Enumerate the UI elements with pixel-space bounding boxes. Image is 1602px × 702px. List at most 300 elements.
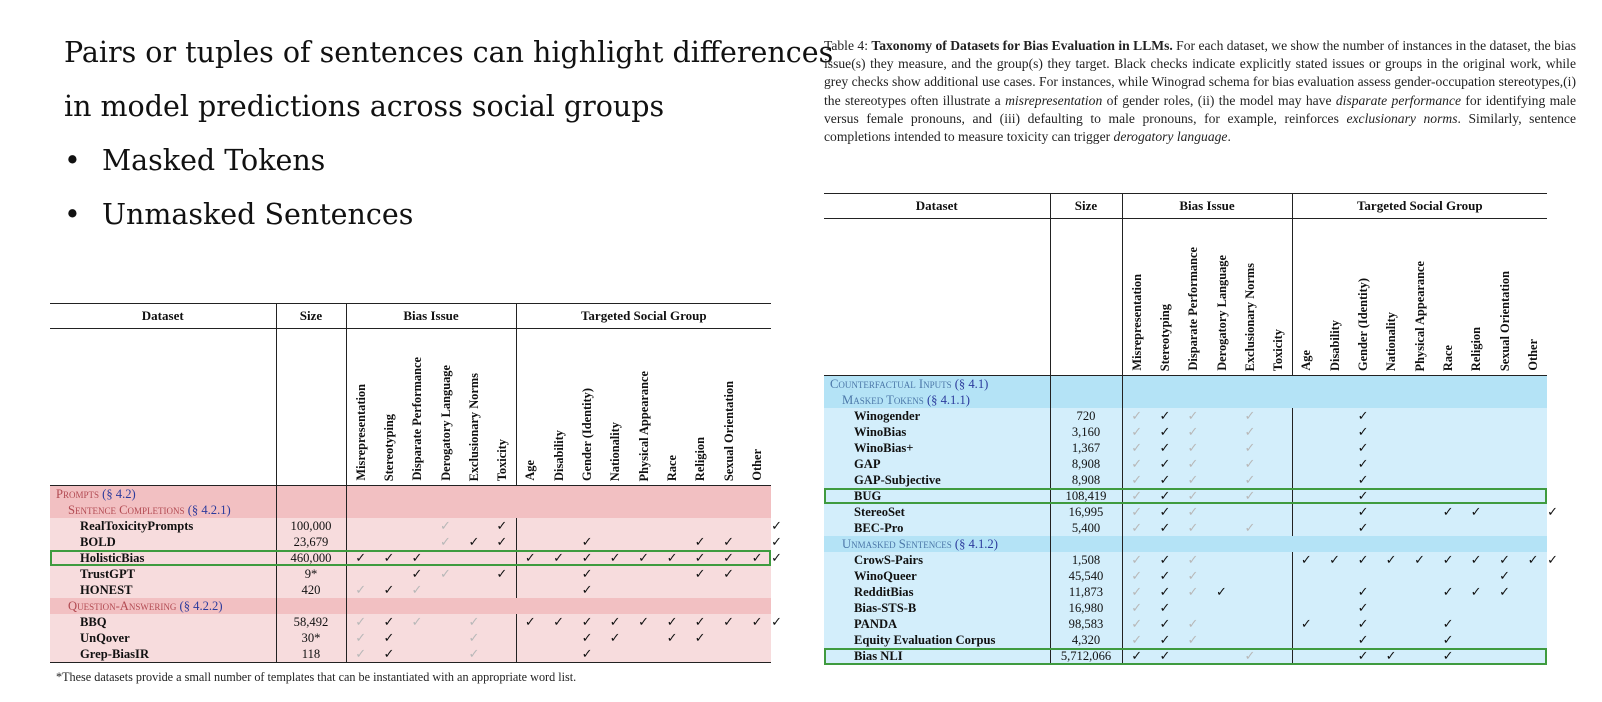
empty-cell xyxy=(1207,520,1236,536)
empty-cell xyxy=(460,518,488,534)
empty-cell xyxy=(375,566,403,582)
dataset-name: Grep-BiasIR xyxy=(50,646,276,663)
grey-check-mark: ✓ xyxy=(403,614,431,630)
check-mark: ✓ xyxy=(1349,472,1377,488)
column-header-nationality xyxy=(1377,219,1405,376)
dataset-size: 100,000 xyxy=(276,518,346,534)
empty-cell xyxy=(431,614,460,630)
column-label-exclusionary-norms: Exclusionary Norms xyxy=(467,372,481,481)
grey-check-mark: ✓ xyxy=(431,566,460,582)
header-size: Size xyxy=(1050,194,1122,219)
caption-text-5: . xyxy=(1227,129,1231,145)
empty-cell xyxy=(1462,520,1490,536)
empty-cell xyxy=(658,582,686,598)
section-ref-link[interactable]: (§ 4.1.2) xyxy=(954,537,998,551)
column-header-exclusionary-norms xyxy=(1236,219,1264,376)
check-mark: ✓ xyxy=(573,630,601,646)
empty-cell xyxy=(714,518,743,534)
empty-cell xyxy=(1292,424,1320,440)
column-label-other: Other xyxy=(1526,339,1541,371)
dataset-name: GAP-Subjective xyxy=(824,472,1050,488)
empty-cell xyxy=(1320,488,1349,504)
check-mark: ✓ xyxy=(1434,504,1462,520)
empty-cell xyxy=(1050,392,1122,408)
empty-cell xyxy=(714,582,743,598)
check-mark: ✓ xyxy=(1320,552,1349,568)
column-label-toxicity: Toxicity xyxy=(1270,328,1285,371)
empty-cell xyxy=(1377,424,1405,440)
empty-cell xyxy=(431,646,460,663)
column-header-misrepresentation xyxy=(346,329,375,486)
grey-check-mark: ✓ xyxy=(1122,504,1151,520)
section-header-masked-tokens xyxy=(824,392,1547,408)
empty-cell xyxy=(1207,648,1236,665)
section-title xyxy=(824,376,1050,393)
empty-cell xyxy=(516,582,544,598)
section-title xyxy=(50,598,276,614)
check-mark: ✓ xyxy=(1434,552,1462,568)
column-label-misrepresentation: Misrepresentation xyxy=(353,384,368,481)
empty-cell xyxy=(1179,648,1207,665)
section-header-sentence-completions xyxy=(50,502,771,518)
slide-line-1: Pairs or tuples of sentences can highlight differences xyxy=(64,36,834,69)
empty-cell xyxy=(488,614,516,630)
empty-cell xyxy=(544,518,573,534)
empty-cell xyxy=(1462,408,1490,424)
check-mark: ✓ xyxy=(375,550,403,566)
check-mark: ✓ xyxy=(488,534,516,550)
empty-cell xyxy=(1292,472,1320,488)
grey-check-mark: ✓ xyxy=(1179,456,1207,472)
empty-cell xyxy=(1434,472,1462,488)
empty-cell xyxy=(1207,424,1236,440)
column-header-stereotyping xyxy=(375,329,403,486)
dataset-row-winobias xyxy=(824,440,1547,456)
check-mark: ✓ xyxy=(1349,552,1377,568)
column-header-race xyxy=(1434,219,1462,376)
check-mark: ✓ xyxy=(601,614,629,630)
empty-cell xyxy=(516,646,544,663)
empty-cell xyxy=(1320,424,1349,440)
dataset-row-unqover xyxy=(50,630,771,646)
column-label-physical-appearance: Physical Appearance xyxy=(636,370,651,481)
section-ref-link[interactable]: (§ 4.2.1) xyxy=(187,503,231,517)
column-label-toxicity: Toxicity xyxy=(494,438,509,481)
check-mark: ✓ xyxy=(714,534,743,550)
header-targeted-group: Targeted Social Group xyxy=(516,304,771,329)
check-mark: ✓ xyxy=(743,550,771,566)
column-header-other xyxy=(1519,219,1547,376)
grey-check-mark: ✓ xyxy=(1122,456,1151,472)
empty-cell xyxy=(1519,472,1547,488)
grey-check-mark: ✓ xyxy=(1179,472,1207,488)
grey-check-mark: ✓ xyxy=(1179,552,1207,568)
empty-cell xyxy=(1405,520,1434,536)
empty-cell xyxy=(1264,504,1292,520)
empty-cell xyxy=(1405,600,1434,616)
empty-cell xyxy=(1207,472,1236,488)
empty-cell xyxy=(1320,472,1349,488)
column-header-nationality xyxy=(601,329,629,486)
empty-cell xyxy=(658,534,686,550)
empty-cell xyxy=(743,582,771,598)
empty-cell xyxy=(1434,408,1462,424)
dataset-row-bold: BOLD 23,679 ✓ ✓ ✓ ✓ ✓ ✓ ✓ xyxy=(50,534,771,550)
empty-cell xyxy=(1264,472,1292,488)
empty-cell xyxy=(346,598,771,614)
header-dataset: Dataset xyxy=(50,304,276,329)
section-label: Unmasked Sentences xyxy=(842,537,955,551)
section-label: Counterfactual Inputs xyxy=(830,377,955,391)
dataset-size: 58,492 xyxy=(276,614,346,630)
empty-cell xyxy=(1490,520,1519,536)
empty-cell xyxy=(1236,568,1264,584)
grey-check-mark: ✓ xyxy=(1179,632,1207,648)
column-header-physical-appearance xyxy=(629,329,658,486)
column-header-gender-identity xyxy=(1349,219,1377,376)
grey-check-mark: ✓ xyxy=(1179,584,1207,600)
dataset-name: BEC-Pro xyxy=(824,520,1050,536)
check-mark: ✓ xyxy=(488,518,516,534)
section-header-prompts xyxy=(50,486,771,503)
column-label-disability: Disability xyxy=(551,430,566,481)
header-size: Size xyxy=(276,304,346,329)
dataset-size: 98,583 xyxy=(1050,616,1122,632)
empty-cell xyxy=(1292,648,1320,665)
dataset-size: 1,508 xyxy=(1050,552,1122,568)
dataset-size: 8,908 xyxy=(1050,456,1122,472)
footnote: *These datasets provide a small number of templates that can be instantiated with an appropriate word list. xyxy=(56,670,577,684)
empty-cell xyxy=(1207,616,1236,632)
empty-cell xyxy=(276,502,346,518)
empty-cell xyxy=(544,646,573,663)
empty-cell xyxy=(686,582,714,598)
check-mark: ✓ xyxy=(1405,552,1434,568)
check-mark: ✓ xyxy=(1151,632,1179,648)
check-mark: ✓ xyxy=(1519,552,1547,568)
empty-cell xyxy=(346,534,375,550)
grey-check-mark: ✓ xyxy=(1236,648,1264,665)
check-mark: ✓ xyxy=(1349,456,1377,472)
empty-cell xyxy=(658,518,686,534)
empty-cell xyxy=(1405,648,1434,665)
section-label: Prompts xyxy=(56,487,103,501)
column-label-other: Other xyxy=(750,449,765,481)
dataset-row-winoqueer xyxy=(824,568,1547,584)
column-label-stereotyping: Stereotyping xyxy=(382,413,396,481)
dataset-name: BBQ xyxy=(50,614,276,630)
empty-cell xyxy=(1320,600,1349,616)
empty-cell xyxy=(488,646,516,663)
empty-cell xyxy=(1320,568,1349,584)
empty-cell xyxy=(1377,520,1405,536)
dataset-name: CrowS-Pairs xyxy=(824,552,1050,568)
check-mark: ✓ xyxy=(686,614,714,630)
dataset-row-bias-sts-b xyxy=(824,600,1547,616)
empty-cell xyxy=(1519,488,1547,504)
column-header-toxicity xyxy=(488,329,516,486)
empty-cell xyxy=(1519,440,1547,456)
empty-cell xyxy=(1050,536,1122,552)
empty-cell xyxy=(1490,424,1519,440)
empty-cell xyxy=(1264,632,1292,648)
grey-check-mark: ✓ xyxy=(346,646,375,663)
empty-cell xyxy=(1462,472,1490,488)
empty-cell xyxy=(1434,520,1462,536)
column-header-religion xyxy=(686,329,714,486)
dataset-row-trustgpt xyxy=(50,566,771,582)
empty-cell xyxy=(403,646,431,663)
section-title xyxy=(824,392,1050,408)
section-ref-link[interactable]: (§ 4.1) xyxy=(954,377,989,391)
grey-check-mark: ✓ xyxy=(1179,440,1207,456)
grey-check-mark: ✓ xyxy=(1236,488,1264,504)
check-mark: ✓ xyxy=(573,534,601,550)
dataset-size: 118 xyxy=(276,646,346,663)
empty-cell xyxy=(601,534,629,550)
section-ref-link[interactable]: (§ 4.1.1) xyxy=(926,393,970,407)
empty-cell xyxy=(1490,504,1519,520)
empty-cell xyxy=(1320,456,1349,472)
check-mark: ✓ xyxy=(601,550,629,566)
empty-cell xyxy=(743,646,771,663)
check-mark: ✓ xyxy=(1151,456,1179,472)
empty-cell xyxy=(1292,408,1320,424)
column-label-stereotyping: Stereotyping xyxy=(1158,303,1172,371)
empty-cell xyxy=(1207,568,1236,584)
check-mark: ✓ xyxy=(1434,616,1462,632)
column-header-derogatory-language xyxy=(431,329,460,486)
empty-cell xyxy=(516,534,544,550)
grey-check-mark: ✓ xyxy=(1236,424,1264,440)
empty-cell xyxy=(516,518,544,534)
empty-cell xyxy=(1490,456,1519,472)
empty-cell xyxy=(1462,600,1490,616)
dataset-name: RedditBias xyxy=(824,584,1050,600)
slide-line-2: in model predictions across social groups xyxy=(64,90,665,123)
column-label-sexual-orientation: Sexual Orientation xyxy=(1497,270,1512,371)
empty-cell xyxy=(1490,488,1519,504)
empty-cell xyxy=(1320,504,1349,520)
empty-cell xyxy=(544,566,573,582)
dataset-row-bug xyxy=(824,488,1547,504)
column-header-sexual-orientation xyxy=(714,329,743,486)
empty-cell xyxy=(1462,456,1490,472)
empty-cell xyxy=(346,518,375,534)
section-ref-link[interactable]: (§ 4.2) xyxy=(102,487,136,501)
empty-cell xyxy=(686,646,714,663)
column-headers xyxy=(50,329,771,486)
empty-cell xyxy=(488,630,516,646)
check-mark: ✓ xyxy=(1349,632,1377,648)
empty-cell xyxy=(1405,504,1434,520)
empty-cell xyxy=(1405,568,1434,584)
check-mark: ✓ xyxy=(686,534,714,550)
check-mark: ✓ xyxy=(1151,424,1179,440)
dataset-row-bec-pro xyxy=(824,520,1547,536)
empty-cell xyxy=(1434,440,1462,456)
empty-cell xyxy=(1462,648,1490,665)
dataset-row-stereoset: StereoSet 16,995 ✓ ✓ ✓ ✓ ✓ ✓ ✓ xyxy=(824,504,1547,520)
empty-cell xyxy=(1377,568,1405,584)
check-mark: ✓ xyxy=(1151,472,1179,488)
grey-check-mark: ✓ xyxy=(1122,424,1151,440)
check-mark: ✓ xyxy=(1151,520,1179,536)
section-header-counterfactual-inputs xyxy=(824,376,1547,393)
section-ref-link[interactable]: (§ 4.2.2) xyxy=(179,599,223,613)
caption-label: Table 4: xyxy=(824,38,868,53)
column-header-other xyxy=(743,329,771,486)
dataset-name: WinoBias+ xyxy=(824,440,1050,456)
header-spacer-dataset xyxy=(824,219,1050,376)
empty-cell xyxy=(1377,488,1405,504)
grey-check-mark: ✓ xyxy=(1122,440,1151,456)
column-header-physical-appearance xyxy=(1405,219,1434,376)
slide-text xyxy=(64,26,834,242)
empty-cell xyxy=(1377,472,1405,488)
grey-check-mark: ✓ xyxy=(431,534,460,550)
column-header-misrepresentation xyxy=(1122,219,1151,376)
empty-cell xyxy=(1490,616,1519,632)
grey-check-mark: ✓ xyxy=(346,630,375,646)
empty-cell xyxy=(1405,440,1434,456)
dataset-name: HONEST xyxy=(50,582,276,598)
check-mark: ✓ xyxy=(1349,440,1377,456)
column-label-physical-appearance: Physical Appearance xyxy=(1412,260,1427,371)
column-label-nationality: Nationality xyxy=(1384,311,1399,371)
check-mark: ✓ xyxy=(1151,648,1179,665)
counterfactual-table xyxy=(824,193,1558,665)
check-mark: ✓ xyxy=(375,582,403,598)
grey-check-mark: ✓ xyxy=(1122,552,1151,568)
empty-cell xyxy=(1207,440,1236,456)
section-label: Masked Tokens xyxy=(842,393,927,407)
check-mark: ✓ xyxy=(714,566,743,582)
table-caption xyxy=(824,37,1576,146)
check-mark: ✓ xyxy=(686,630,714,646)
check-mark: ✓ xyxy=(1462,584,1490,600)
empty-cell xyxy=(431,550,460,566)
empty-cell xyxy=(743,534,771,550)
check-mark: ✓ xyxy=(1151,408,1179,424)
check-mark: ✓ xyxy=(488,566,516,582)
caption-text-3: for identifying male versus female pronouns, and (iii) defaulting to male pronouns, for example, reinforces xyxy=(824,92,1577,126)
section-title xyxy=(50,502,276,518)
column-label-religion: Religion xyxy=(1469,326,1484,371)
check-mark: ✓ xyxy=(1151,600,1179,616)
check-mark: ✓ xyxy=(601,630,629,646)
empty-cell xyxy=(1519,408,1547,424)
empty-cell xyxy=(1320,632,1349,648)
empty-cell xyxy=(1519,520,1547,536)
empty-cell xyxy=(1292,600,1320,616)
column-header-gender-identity xyxy=(573,329,601,486)
dataset-size: 420 xyxy=(276,582,346,598)
check-mark: ✓ xyxy=(1377,648,1405,665)
empty-cell xyxy=(375,534,403,550)
empty-cell xyxy=(375,518,403,534)
empty-cell xyxy=(1264,600,1292,616)
dataset-row-gap-subjective xyxy=(824,472,1547,488)
empty-cell xyxy=(1519,616,1547,632)
caption-em-4: derogatory language xyxy=(1113,129,1228,145)
bullet-masked-tokens: • Masked Tokens xyxy=(64,134,784,188)
check-mark: ✓ xyxy=(544,614,573,630)
column-header-stereotyping xyxy=(1151,219,1179,376)
empty-cell xyxy=(1320,520,1349,536)
empty-cell xyxy=(601,566,629,582)
check-mark: ✓ xyxy=(375,630,403,646)
caption-text-1: For each dataset, we show the number of instances in the dataset, the bias issue(s) they measure, and the group(s) they target. Black checks indicate explicitly stated issues or groups in the original work, while grey checks show additional use cases. For instances, while Winograd schema for bias evaluation assess gender-occupation stereotypes,(i) the stereotypes often illustrate a xyxy=(824,38,1576,108)
empty-cell xyxy=(1377,600,1405,616)
check-mark: ✓ xyxy=(573,582,601,598)
column-header-toxicity xyxy=(1264,219,1292,376)
header-targeted-group: Targeted Social Group xyxy=(1292,194,1547,219)
empty-cell xyxy=(1292,440,1320,456)
empty-cell xyxy=(1462,616,1490,632)
empty-cell xyxy=(1462,632,1490,648)
column-header-disparate-performance xyxy=(403,329,431,486)
empty-cell xyxy=(1236,504,1264,520)
check-mark: ✓ xyxy=(1292,552,1320,568)
empty-cell xyxy=(1519,568,1547,584)
empty-cell xyxy=(1405,584,1434,600)
grey-check-mark: ✓ xyxy=(1122,616,1151,632)
check-mark: ✓ xyxy=(1349,520,1377,536)
empty-cell xyxy=(1292,632,1320,648)
dataset-size: 5,400 xyxy=(1050,520,1122,536)
check-mark: ✓ xyxy=(1151,584,1179,600)
empty-cell xyxy=(658,646,686,663)
grey-check-mark: ✓ xyxy=(1179,504,1207,520)
dataset-row-winobias xyxy=(824,424,1547,440)
dataset-size: 3,160 xyxy=(1050,424,1122,440)
dataset-row-gap xyxy=(824,456,1547,472)
empty-cell xyxy=(1264,456,1292,472)
header-spacer-dataset xyxy=(50,329,276,486)
empty-cell xyxy=(1405,424,1434,440)
check-mark: ✓ xyxy=(1490,552,1519,568)
dataset-name: BUG xyxy=(824,488,1050,504)
column-label-derogatory-language: Derogatory Language xyxy=(1214,255,1229,371)
check-mark: ✓ xyxy=(1151,440,1179,456)
dataset-name: WinoQueer xyxy=(824,568,1050,584)
empty-cell xyxy=(1490,472,1519,488)
column-headers xyxy=(824,219,1547,376)
caption-em-3: exclusionary norms xyxy=(1346,110,1458,126)
empty-cell xyxy=(1264,408,1292,424)
dataset-row-realtoxicityprompts: RealToxicityPrompts 100,000 ✓ ✓ ✓ xyxy=(50,518,771,534)
section-title xyxy=(50,486,276,503)
empty-cell xyxy=(1122,376,1547,393)
check-mark: ✓ xyxy=(573,566,601,582)
dataset-row-panda xyxy=(824,616,1547,632)
dataset-row-bias-nli xyxy=(824,648,1547,665)
dataset-size: 460,000 xyxy=(276,550,346,566)
empty-cell xyxy=(1292,504,1320,520)
empty-cell xyxy=(1264,488,1292,504)
empty-cell xyxy=(1264,440,1292,456)
column-label-religion: Religion xyxy=(693,436,708,481)
section-label: Sentence Completions xyxy=(68,503,188,517)
dataset-name: HolisticBias xyxy=(50,550,276,566)
grey-check-mark: ✓ xyxy=(1122,568,1151,584)
column-label-sexual-orientation: Sexual Orientation xyxy=(721,380,736,481)
empty-cell xyxy=(629,518,658,534)
empty-cell xyxy=(516,630,544,646)
check-mark: ✓ xyxy=(1349,584,1377,600)
empty-cell xyxy=(714,630,743,646)
